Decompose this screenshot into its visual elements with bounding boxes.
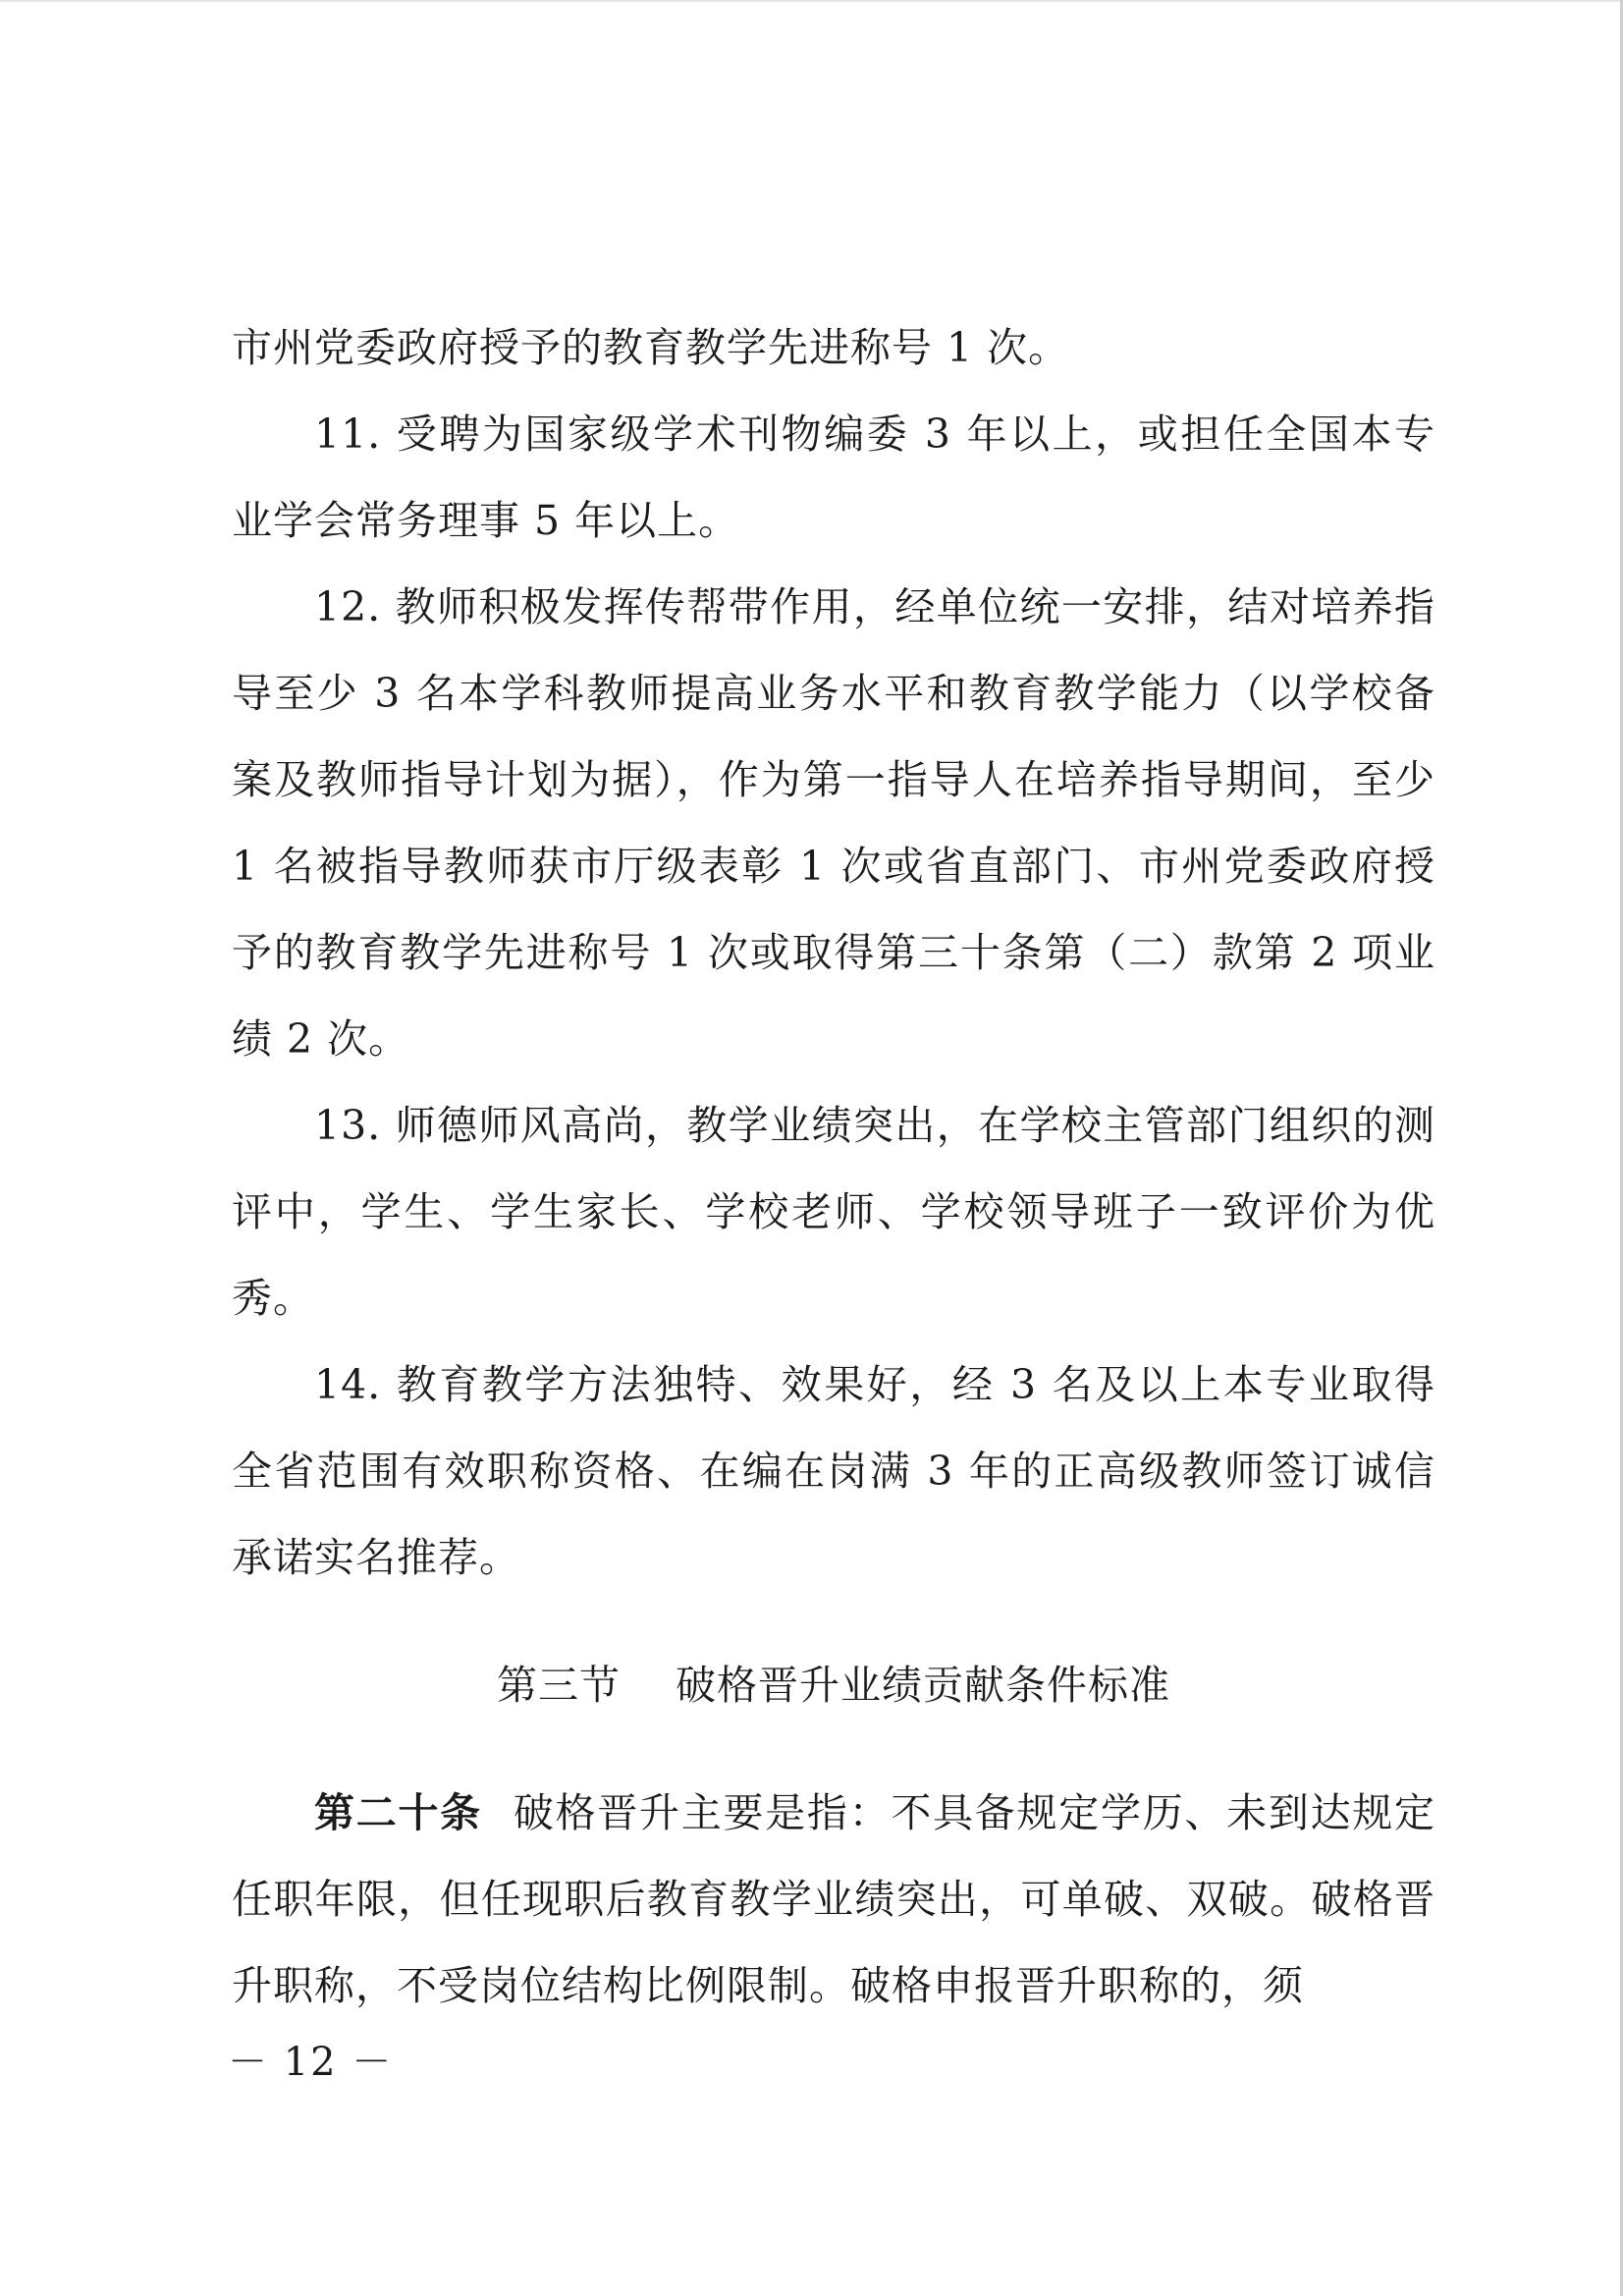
section-title: 破格晋升业绩贡献条件标准 bbox=[676, 1662, 1170, 1709]
page-body bbox=[232, 304, 1435, 2029]
article-text: 破格晋升主要是指：不具备规定学历、未到达规定任职年限，但任现职后教育教学业绩突出，可单破、双破。破格晋升职称，不受岗位结构比例限制。破格申报晋升职称的，须 bbox=[232, 1789, 1436, 2009]
paragraph-item-13: 13. 师德师风高尚，教学业绩突出，在学校主管部门组织的测评中，学生、学生家长、学校老师、学校领导班子一致评价为优秀。 bbox=[232, 1102, 1435, 1322]
article-paragraph bbox=[232, 1770, 1435, 2029]
article-label: 第二十条 bbox=[314, 1789, 482, 1836]
section-number: 第三节 bbox=[497, 1662, 621, 1709]
paragraph-item-11: 11. 受聘为国家级学术刊物编委 3 年以上，或担任全国本专业学会常务理事 5 年以上。 bbox=[232, 410, 1435, 544]
scan-edge-top bbox=[0, 0, 1623, 2]
paragraph-item-12: 12. 教师积极发挥传帮带作用，经单位统一安排，结对培养指导至少 3 名本学科教师提高业务水平和教育教学能力（以学校备案及教师指导计划为据），作为第一指导人在培养指导期间，至少 1 名被指导教师获市厅级表彰 1 次或省直部门、市州党委政府授予的教育教学先进称号 1 次或取得第三十条第（二）款第 2 项业绩 2 次。 bbox=[232, 583, 1435, 1063]
paragraph-item-14: 14. 教育教学方法独特、效果好，经 3 名及以上本专业取得全省范围有效职称资格、在编在岗满 3 年的正高级教师签订诚信承诺实名推荐。 bbox=[232, 1361, 1435, 1581]
page-number: － 12 － bbox=[228, 2040, 394, 2085]
section-heading bbox=[232, 1642, 1435, 1728]
paragraph-continuation: 市州党委政府授予的教育教学先进称号 1 次。 bbox=[232, 324, 1070, 371]
